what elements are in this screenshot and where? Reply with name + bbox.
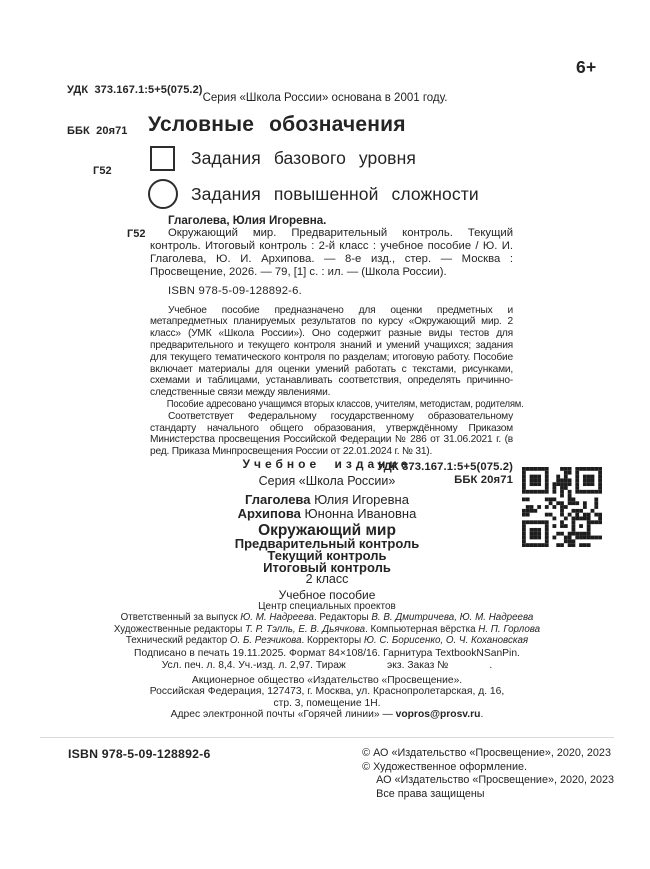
hotline-email-prefix: Адрес электронной почты «Горячей линии» — [170,708,396,720]
book-title: Окружающий мир [258,522,396,539]
author-sign-margin: Г52 [127,228,146,240]
copyright-block [362,747,614,801]
card-author-heading: Глаголева, Юлия Игоревна. [168,214,327,227]
copyright-line: © АО «Издательство «Просвещение», 2020, 2023 [362,747,611,759]
bbk-code: ББК 20я71 [67,124,128,137]
catalog-card [127,214,524,487]
legend-item-basic [148,144,479,172]
credits-line: Художественные редакторы Т. Р. Тэлль, Е. В. Дьячкова. Компьютерная вёрстка Н. П. Горлова [113,623,541,635]
author-surname: Архипова [237,505,301,521]
book-subtitle-line: Текущий контроль [267,547,387,563]
department-label: Центр специальных проектов [258,601,396,612]
card-isbn: ISBN 978-5-09-128892-6. [168,285,302,298]
author-surname: Глаголева [245,492,311,507]
annotation-paragraph: Пособие адресовано учащимся вторых классов, учителям, методистам, родителям. [166,398,524,410]
copyright-line: АО «Издательство «Просвещение», 2020, 2023 [376,774,614,787]
series-note: Серия «Школа России» основана в 2001 году. [202,92,448,104]
card-description: Окружающий мир. Предварительный контроль. Текущий контроль. Итоговый контроль : 2-й класс : учебное пособие / Ю. И. Глаголева, Ю. И. Архипова. — 8-е изд., стер. — Москва : Просвещение, 2026. — 79, [1] с. : ил. — (Школа России). [150,227,513,279]
copyright-line: © Художественное оформление. [362,760,528,773]
udk-code-right: УДК 373.167.1:5+5(075.2) [377,460,513,473]
udk-code: УДК 373.167.1:5+5(075.2) [67,84,203,96]
footer-isbn: ISBN 978-5-09-128892-6 [68,747,211,761]
square-symbol-icon [150,146,175,171]
legend-item-advanced [148,179,479,209]
legend-section [148,113,479,209]
legend-title: Условные обозначения [148,113,406,136]
credits-line: Технический редактор О. Б. Резчикова. Корректоры Ю. С. Борисенко, О. Ч. Кохановская [125,635,529,646]
hotline-email-line [40,709,614,720]
age-rating-badge: 6+ [576,57,597,77]
staff-credits [40,612,614,647]
legend-label-advanced: Задания повышенной сложности [191,183,479,204]
hotline-email: vopros@prosv.ru [395,708,481,720]
qr-code [520,467,604,547]
annotation-paragraph: Соответствует Федеральному государственному образовательному стандарту начального общего образования, утверждённому Приказом Министерства просвещения Российской Федерации № 286 от 31.06.2021 г. (в ред. Приказа Минпросвещения России от 22.01.2024 г. № 31). [150,410,513,458]
bbk-code-right: ББК 20я71 [454,473,513,486]
publisher-line: Российская Федерация, 127473, г. Москва, ул. Краснопролетарская, д. 16, [149,686,505,698]
print-line: Подписано в печать 19.11.2025. Формат 84×108/16. Гарнитура TextbookNSanPin. [134,648,520,659]
author-sign: Г52 [93,165,112,177]
print-line: Усл. печ. л. 8,4. Уч.-изд. л. 2,97. Тираж экз. Заказ № . [161,659,493,671]
legend-label-basic: Задания базового уровня [191,147,416,168]
rights-reserved-line: Все права защищены [376,787,485,800]
publisher-block [40,675,614,720]
edition-type-heading: Учебное издание [242,457,412,471]
annotation-paragraph: Учебное пособие предназначено для оценки предметных и метапредметных планируемых результатов по курсу «Окружающий мир. 2 класс» (УМК «Школа России»). Оно содержит разные виды тестов для предварительного и текущего контроля знаний и умений учащихся; задания для текущего тематического контроля по разделам; итоговую работу. Пособие включает материалы для оценки умений работать с текстами, рисунками, схемами и таблицами, устанавливать соответствия, определять причинно-следственные связи между явлениями. [150,304,513,399]
author-name: Юнонна Ивановна [304,505,417,521]
book-subtitle-line: Предварительный контроль [234,536,420,551]
credits-line: Ответственный за выпуск Ю. М. Надреева. Редакторы В. В. Дмитричева, Ю. М. Надреева [120,612,534,623]
circle-symbol-icon [148,179,178,209]
publisher-line: стр. 3, помещение 1Н. [273,697,381,709]
hotline-email-suffix: . [480,708,484,720]
publisher-line: Акционерное общество «Издательство «Просвещение». [191,675,463,686]
grade-label: 2 класс [305,572,349,586]
book-subtitle-line: Итоговый контроль [263,559,391,575]
print-data [40,648,614,672]
edition-series: Серия «Школа России» [258,474,396,488]
author-name: Юлия Игоревна [314,492,409,507]
edition-subtitle: Учебное пособие [278,588,376,602]
footer-divider [40,737,614,738]
